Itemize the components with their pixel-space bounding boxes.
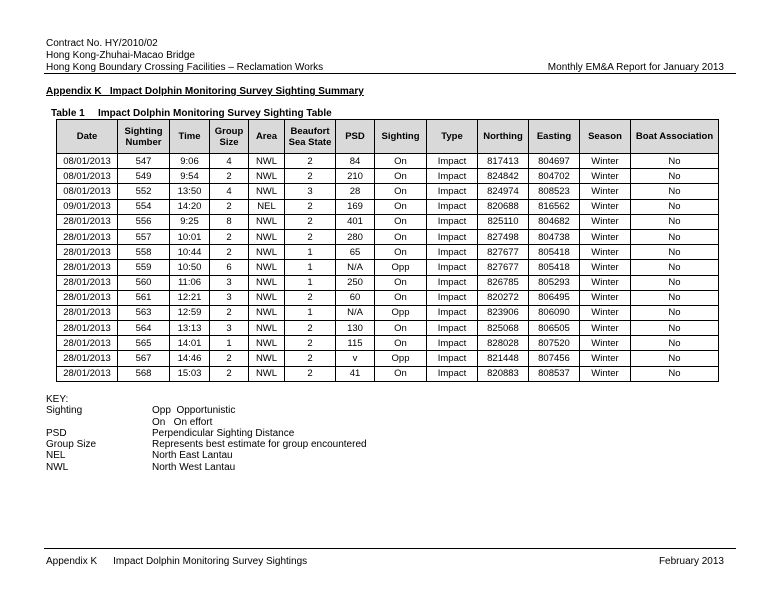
table-cell: 804697 [529, 154, 580, 169]
table-cell: Winter [580, 275, 631, 290]
table-row [57, 184, 719, 199]
table-cell: NWL [249, 169, 285, 184]
table-row [57, 169, 719, 184]
table-row [57, 290, 719, 305]
table-cell: 10:44 [170, 245, 210, 260]
table-cell: 3 [210, 290, 249, 305]
table-cell: 820272 [478, 290, 529, 305]
table-cell: 28/01/2013 [57, 275, 118, 290]
table-cell: 806090 [529, 305, 580, 320]
table-cell: 08/01/2013 [57, 184, 118, 199]
table-cell: On [375, 169, 427, 184]
table-header-row [57, 120, 719, 154]
table-cell: No [631, 184, 719, 199]
table-cell: 4 [210, 154, 249, 169]
table-cell: 823906 [478, 305, 529, 320]
table-cell: 1 [285, 305, 336, 320]
table-cell: 4 [210, 184, 249, 199]
table-cell: Impact [427, 336, 478, 351]
table-cell: 821448 [478, 351, 529, 366]
table-cell: Impact [427, 305, 478, 320]
table-cell: Impact [427, 169, 478, 184]
table-cell: 28/01/2013 [57, 366, 118, 381]
table-cell: 827677 [478, 245, 529, 260]
table-cell: Winter [580, 305, 631, 320]
table-cell: No [631, 366, 719, 381]
table-cell: Winter [580, 184, 631, 199]
table-row [57, 154, 719, 169]
table-cell: 3 [285, 184, 336, 199]
header-works: Hong Kong Boundary Crossing Facilities – Reclamation Works [46, 62, 324, 73]
key-definition: North West Lantau [152, 461, 236, 473]
table-cell: Impact [427, 184, 478, 199]
footer-appendix-title: Impact Dolphin Monitoring Survey Sightings [113, 556, 308, 567]
table-cell: 280 [336, 229, 375, 244]
table-cell: Winter [580, 336, 631, 351]
column-header: Season [580, 120, 631, 154]
column-header: Area [249, 120, 285, 154]
table-cell: 560 [118, 275, 170, 290]
footer-date: February 2013 [658, 556, 724, 567]
table-cell: 2 [285, 229, 336, 244]
table-cell: 2 [210, 245, 249, 260]
table-cell: 557 [118, 229, 170, 244]
column-header: Type [427, 120, 478, 154]
table-cell: NWL [249, 305, 285, 320]
table-cell: 8 [210, 214, 249, 229]
table-cell: 825068 [478, 321, 529, 336]
column-header: Group Size [210, 120, 249, 154]
table-cell: Impact [427, 351, 478, 366]
table-cell: 1 [285, 260, 336, 275]
key-definition: Perpendicular Sighting Distance [152, 427, 295, 439]
table-cell: NWL [249, 245, 285, 260]
table-cell: 130 [336, 321, 375, 336]
table-cell: 827498 [478, 229, 529, 244]
table-cell: 554 [118, 199, 170, 214]
key-term: NEL [46, 450, 66, 462]
table-cell: 08/01/2013 [57, 169, 118, 184]
table-cell: 826785 [478, 275, 529, 290]
table-cell: No [631, 336, 719, 351]
table-cell: 808523 [529, 184, 580, 199]
sighting-table [56, 119, 719, 382]
table-cell: 2 [210, 169, 249, 184]
table-cell: N/A [336, 305, 375, 320]
table-cell: 804702 [529, 169, 580, 184]
key-section [46, 394, 367, 473]
table-cell: 9:54 [170, 169, 210, 184]
table-cell: Winter [580, 199, 631, 214]
table-cell: 567 [118, 351, 170, 366]
table-cell: 28/01/2013 [57, 336, 118, 351]
table-cell: No [631, 229, 719, 244]
header-project: Hong Kong-Zhuhai-Macao Bridge [46, 50, 195, 61]
key-item [46, 439, 367, 450]
table-cell: 169 [336, 199, 375, 214]
footer-rule [44, 548, 736, 549]
table-cell: 08/01/2013 [57, 154, 118, 169]
table-cell: On [375, 184, 427, 199]
table-cell: 12:21 [170, 290, 210, 305]
table-cell: 804682 [529, 214, 580, 229]
table-cell: 14:01 [170, 336, 210, 351]
table-cell: No [631, 245, 719, 260]
table-cell: 28/01/2013 [57, 290, 118, 305]
table-cell: 824842 [478, 169, 529, 184]
table-cell: v [336, 351, 375, 366]
table-cell: 401 [336, 214, 375, 229]
column-header: Easting [529, 120, 580, 154]
table-cell: Impact [427, 290, 478, 305]
table-cell: 556 [118, 214, 170, 229]
table-cell: 806505 [529, 321, 580, 336]
table-cell: 2 [285, 169, 336, 184]
table-cell: 1 [210, 336, 249, 351]
table-cell: 806495 [529, 290, 580, 305]
table-cell: NWL [249, 351, 285, 366]
table-cell: 2 [285, 336, 336, 351]
table-cell: NWL [249, 321, 285, 336]
table-cell: On [375, 321, 427, 336]
table-cell: 28/01/2013 [57, 260, 118, 275]
table-cell: 28/01/2013 [57, 245, 118, 260]
column-header: Time [170, 120, 210, 154]
table-cell: Winter [580, 290, 631, 305]
table-cell: No [631, 275, 719, 290]
table-cell: 10:01 [170, 229, 210, 244]
header-rule [44, 73, 736, 74]
table-cell: Opp [375, 260, 427, 275]
key-definition: North East Lantau [152, 450, 233, 462]
table-cell: 210 [336, 169, 375, 184]
table-cell: 9:25 [170, 214, 210, 229]
table-cell: 28/01/2013 [57, 305, 118, 320]
table-cell: NWL [249, 184, 285, 199]
table-cell: 2 [210, 199, 249, 214]
table-cell: 2 [285, 366, 336, 381]
table-row [57, 351, 719, 366]
table-cell: Winter [580, 169, 631, 184]
table-cell: 2 [285, 321, 336, 336]
table-cell: Opp [375, 351, 427, 366]
table-cell: 827677 [478, 260, 529, 275]
table-cell: 820688 [478, 199, 529, 214]
table-cell: 808537 [529, 366, 580, 381]
table-cell: 563 [118, 305, 170, 320]
table-cell: On [375, 214, 427, 229]
table-body [57, 154, 719, 382]
key-term: NWL [46, 461, 69, 473]
table-cell: No [631, 305, 719, 320]
table-cell: 9:06 [170, 154, 210, 169]
key-term: Sighting [46, 405, 83, 417]
table-cell: Impact [427, 199, 478, 214]
key-item [46, 417, 367, 428]
table-cell: 6 [210, 260, 249, 275]
table-cell: 2 [210, 305, 249, 320]
table-cell: 28/01/2013 [57, 214, 118, 229]
footer-left [46, 556, 307, 567]
column-header: Boat Association [631, 120, 719, 154]
key-definition: On On effort [152, 416, 213, 428]
table-row [57, 260, 719, 275]
table-cell: Winter [580, 214, 631, 229]
table-cell: NWL [249, 154, 285, 169]
table-cell: 2 [285, 351, 336, 366]
table-cell: 65 [336, 245, 375, 260]
table-cell: 565 [118, 336, 170, 351]
table-cell: No [631, 290, 719, 305]
table-cell: 817413 [478, 154, 529, 169]
table-cell: 549 [118, 169, 170, 184]
table-cell: 824974 [478, 184, 529, 199]
table-cell: N/A [336, 260, 375, 275]
table-cell: 60 [336, 290, 375, 305]
table-cell: No [631, 260, 719, 275]
table-cell: 10:50 [170, 260, 210, 275]
table-cell: Impact [427, 260, 478, 275]
table-cell: On [375, 154, 427, 169]
table-cell: Impact [427, 275, 478, 290]
table-cell: 14:20 [170, 199, 210, 214]
table-cell: 3 [210, 321, 249, 336]
table-cell: Impact [427, 229, 478, 244]
table-cell: NWL [249, 275, 285, 290]
table-cell: No [631, 199, 719, 214]
table-cell: 816562 [529, 199, 580, 214]
table-cell: 805418 [529, 260, 580, 275]
table-cell: 2 [210, 229, 249, 244]
column-header: Date [57, 120, 118, 154]
table-row [57, 275, 719, 290]
column-header: Beaufort Sea State [285, 120, 336, 154]
key-definition: Represents best estimate for group encountered [152, 439, 367, 451]
table-cell: NWL [249, 214, 285, 229]
table-cell: On [375, 229, 427, 244]
table-cell: NEL [249, 199, 285, 214]
table-cell: 1 [285, 245, 336, 260]
table-caption-number: Table 1 [51, 108, 85, 119]
table-cell: 828028 [478, 336, 529, 351]
table-cell: No [631, 351, 719, 366]
column-header: Sighting [375, 120, 427, 154]
key-item [46, 462, 367, 473]
table-cell: Winter [580, 366, 631, 381]
table-cell: 3 [210, 275, 249, 290]
table-cell: On [375, 290, 427, 305]
footer-appendix-label: Appendix K [46, 556, 98, 567]
table-cell: Winter [580, 154, 631, 169]
table-cell: 2 [285, 154, 336, 169]
table-cell: 28/01/2013 [57, 351, 118, 366]
table-cell: 820883 [478, 366, 529, 381]
table-cell: 561 [118, 290, 170, 305]
table-cell: 115 [336, 336, 375, 351]
table-row [57, 366, 719, 381]
table-cell: 807520 [529, 336, 580, 351]
table-row [57, 305, 719, 320]
table-cell: 564 [118, 321, 170, 336]
table-cell: Winter [580, 351, 631, 366]
table-cell: 11:06 [170, 275, 210, 290]
column-header: PSD [336, 120, 375, 154]
table-cell: 2 [285, 199, 336, 214]
table-cell: Winter [580, 260, 631, 275]
table-cell: 28 [336, 184, 375, 199]
header-contract: Contract No. HY/2010/02 [46, 38, 158, 49]
key-term: PSD [46, 427, 67, 439]
table-cell: On [375, 245, 427, 260]
table-cell: 84 [336, 154, 375, 169]
table-cell: NWL [249, 290, 285, 305]
header-report: Monthly EM&A Report for January 2013 [547, 62, 724, 73]
table-cell: 547 [118, 154, 170, 169]
table-cell: On [375, 366, 427, 381]
table-cell: No [631, 169, 719, 184]
key-item [46, 428, 367, 439]
table-cell: 28/01/2013 [57, 321, 118, 336]
table-cell: 568 [118, 366, 170, 381]
table-cell: No [631, 214, 719, 229]
table-cell: Impact [427, 214, 478, 229]
appendix-title: Appendix K Impact Dolphin Monitoring Survey Sighting Summary [46, 86, 364, 97]
table-cell: 250 [336, 275, 375, 290]
table-cell: Impact [427, 366, 478, 381]
table-cell: 804738 [529, 229, 580, 244]
table-row [57, 245, 719, 260]
table-cell: NWL [249, 260, 285, 275]
table-cell: 825110 [478, 214, 529, 229]
table-cell: 558 [118, 245, 170, 260]
table-cell: Impact [427, 321, 478, 336]
table-caption-title: Impact Dolphin Monitoring Survey Sighting Table [98, 108, 332, 119]
table-cell: Impact [427, 245, 478, 260]
table-cell: 13:50 [170, 184, 210, 199]
table-cell: 28/01/2013 [57, 229, 118, 244]
column-header: Northing [478, 120, 529, 154]
table-cell: NWL [249, 229, 285, 244]
table-cell: NWL [249, 366, 285, 381]
table-cell: 1 [285, 275, 336, 290]
table-cell: 2 [210, 351, 249, 366]
table-cell: Winter [580, 229, 631, 244]
table-cell: 14:46 [170, 351, 210, 366]
table-cell: 805418 [529, 245, 580, 260]
table-cell: Winter [580, 321, 631, 336]
table-row [57, 229, 719, 244]
table-cell: 559 [118, 260, 170, 275]
table-cell: 2 [210, 366, 249, 381]
table-cell: 13:13 [170, 321, 210, 336]
key-definition: Opp Opportunistic [152, 405, 236, 417]
table-cell: 805293 [529, 275, 580, 290]
table-row [57, 199, 719, 214]
table-cell: 2 [285, 290, 336, 305]
table-cell: On [375, 199, 427, 214]
table-row [57, 336, 719, 351]
table-cell: 807456 [529, 351, 580, 366]
key-term: Group Size [46, 439, 97, 451]
table-cell: 552 [118, 184, 170, 199]
table-cell: 12:59 [170, 305, 210, 320]
table-cell: No [631, 321, 719, 336]
key-title: KEY: [46, 394, 69, 405]
table-caption [51, 108, 332, 119]
key-item [46, 450, 367, 461]
column-header: Sighting Number [118, 120, 170, 154]
table-cell: 09/01/2013 [57, 199, 118, 214]
table-cell: Opp [375, 305, 427, 320]
table-cell: 15:03 [170, 366, 210, 381]
table-cell: 2 [285, 214, 336, 229]
table-cell: On [375, 336, 427, 351]
table-cell: No [631, 154, 719, 169]
table-row [57, 321, 719, 336]
table-cell: Impact [427, 154, 478, 169]
table-cell: Winter [580, 245, 631, 260]
table-cell: NWL [249, 336, 285, 351]
key-list [46, 405, 367, 473]
table-row [57, 214, 719, 229]
table-cell: On [375, 275, 427, 290]
key-term [46, 417, 152, 428]
table-cell: 41 [336, 366, 375, 381]
key-item [46, 405, 367, 416]
